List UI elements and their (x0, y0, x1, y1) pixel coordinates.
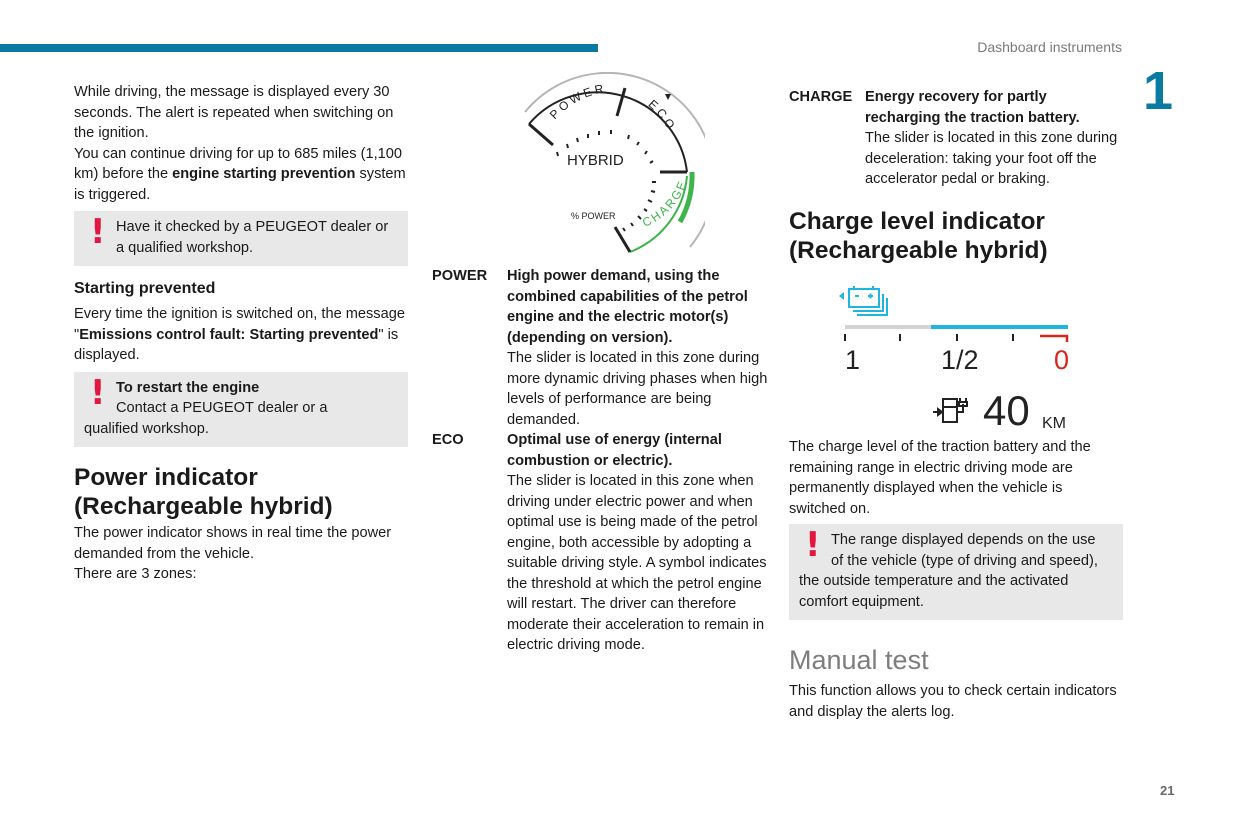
svg-text:% POWER: % POWER (571, 211, 616, 221)
zone-eco: ECO Optimal use of energy (internal combustion or electric). The slider is located in this zone when driving under electric power and when optimal use is being made of the petrol engine, both accessible by adopting a suitable driving style. A symbol indicates the threshold at which the petrol engine will restart. The driver can therefore moderate their acceleration to remain in electric driving mode. (432, 432, 767, 653)
hybrid-power-gauge (515, 72, 705, 262)
starting-prevented-heading: Starting prevented (74, 280, 216, 297)
section-title: Dashboard instruments (977, 39, 1122, 55)
intro-paragraph-1: While driving, the message is displayed every 30 seconds. The alert is repeated when switching on the ignition. (74, 84, 394, 141)
svg-text:POWER: POWER (546, 81, 608, 123)
battery-icon (839, 286, 887, 315)
svg-text:0: 0 (1054, 345, 1070, 375)
svg-text:1/2: 1/2 (941, 345, 979, 375)
starting-prevented-paragraph: Every time the ignition is switched on, the message "Emissions control fault: Starting prevented" is displayed. (74, 306, 405, 363)
svg-text:1: 1 (845, 345, 861, 375)
intro-paragraph-2: You can continue driving for up to 685 miles (1,100 km) before the engine starting prevention system is triggered. (74, 145, 406, 203)
charge-level-display (835, 282, 1080, 437)
warning-icon: ! (90, 372, 106, 413)
charge-level-heading: Charge level indicator (Rechargeable hybrid) (789, 207, 1048, 264)
warning-icon: ! (90, 212, 106, 252)
warning-note-2: ! To restart the engine Contact a PEUGEOT dealer or a qualified workshop. (74, 372, 408, 448)
zone-charge: CHARGE Energy recovery for partly recharging the traction battery. The slider is located in this zone during deceleration: taking your foot off the accelerator pedal or braking. (789, 89, 1118, 187)
fuel-plug-icon (933, 398, 967, 422)
column-1 (74, 82, 408, 585)
warning-icon: ! (805, 525, 821, 565)
svg-text:CHARGE: CHARGE (640, 177, 690, 230)
warning-note-1: ! Have it checked by a PEUGEOT dealer or a qualified workshop. (74, 211, 408, 266)
zone-power: POWER High power demand, using the combined capabilities of the petrol engine and the electric motor(s) (depending on version). The slider is located in this zone during more dynamic driving phases when high levels of performance are being demanded. (432, 268, 768, 428)
page-number: 21 (1160, 783, 1175, 798)
svg-text:40: 40 (983, 387, 1030, 434)
charge-level-paragraph: The charge level of the traction battery and the remaining range in electric driving mode are permanently displayed when the vehicle is switched on. (789, 439, 1091, 517)
column-3-lower (789, 437, 1123, 722)
header-accent-bar (0, 44, 598, 52)
power-indicator-heading: Power indicator (Rechargeable hybrid) (74, 464, 333, 520)
zones-intro: There are 3 zones: (74, 566, 197, 582)
manual-test-heading: Manual test (789, 645, 929, 675)
svg-text:KM: KM (1042, 415, 1066, 432)
warning-note-3: ! The range displayed depends on the use of the vehicle (type of driving and speed), the outside temperature and the activated comfort equipment. (789, 524, 1123, 620)
manual-test-paragraph: This function allows you to check certain indicators and display the alerts log. (789, 683, 1117, 720)
svg-text:ECO: ECO (645, 96, 680, 134)
gauge-dial-icon (515, 72, 705, 262)
column-3 (789, 87, 1123, 267)
power-indicator-paragraph: The power indicator shows in real time the power demanded from the vehicle. (74, 525, 392, 562)
svg-text:HYBRID: HYBRID (567, 152, 624, 169)
column-2 (432, 266, 772, 656)
chapter-number: 1 (1143, 61, 1174, 121)
